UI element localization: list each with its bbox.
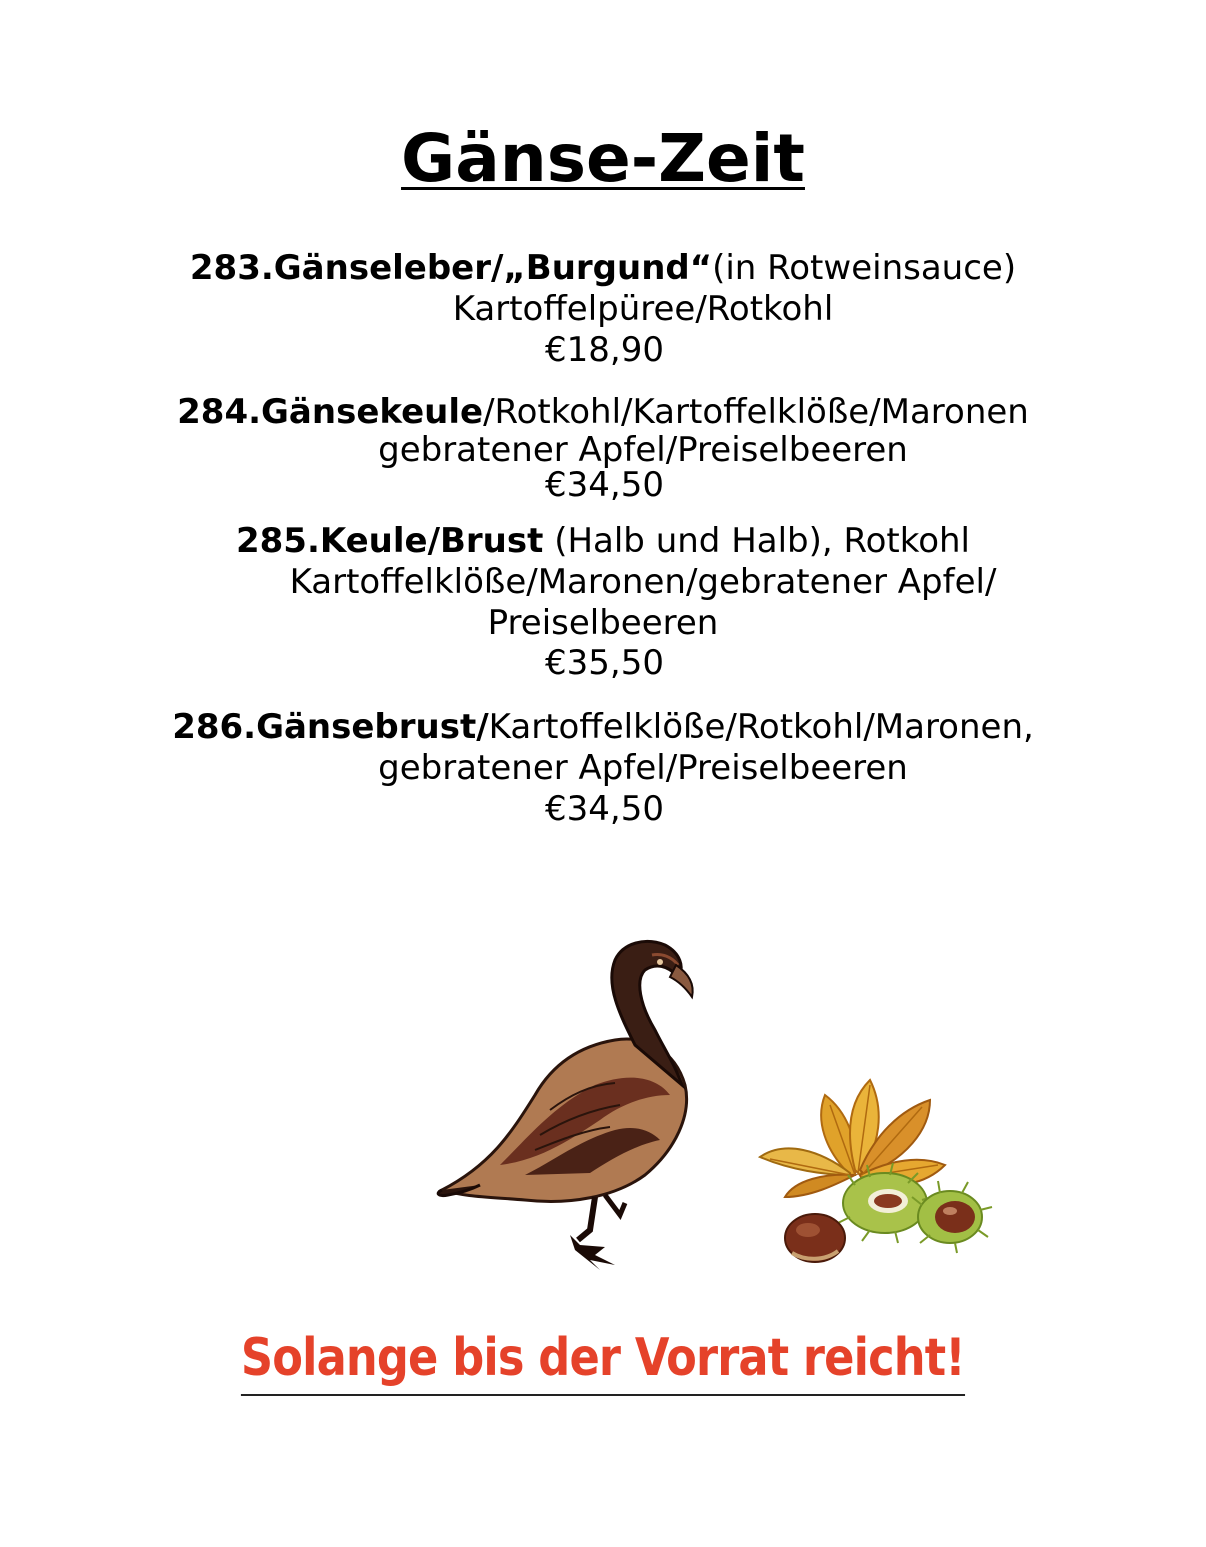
chestnut-leaf-illustration (760, 1080, 992, 1262)
footer-notice-text: Solange bis der Vorrat reicht! (241, 1322, 965, 1396)
menu-item-283-desc1: (in Rotweinsauce) (712, 248, 1017, 288)
illustrations-svg (430, 935, 1010, 1280)
footer-notice (0, 1322, 1206, 1396)
menu-item-285-desc2: Kartoffelklöße/Maronen/gebratener Apfel/ (289, 562, 997, 602)
goose-illustration (438, 941, 693, 1270)
illustrations (430, 935, 1010, 1280)
page-title (0, 118, 1206, 200)
menu-item-286-name: 286.Gänsebrust/ (172, 707, 489, 747)
menu-item-285-desc3: Preiselbeeren (487, 603, 719, 643)
menu-item-283-name: 283.Gänseleber/„Burgund“ (189, 248, 713, 288)
menu-item-283-line1 (0, 248, 1206, 288)
menu-item-284-line1 (0, 392, 1206, 432)
menu-item-283-price: €18,90 (545, 330, 664, 370)
menu-item-286-desc1: Kartoffelklöße/Rotkohl/Maronen, (488, 707, 1034, 747)
menu-item-285-desc1: (Halb und Halb), Rotkohl (543, 521, 971, 561)
menu-item-286-desc2: gebratener Apfel/Preiselbeeren (378, 748, 908, 788)
menu-item-285-line1 (0, 521, 1206, 561)
menu-item-285-price: €35,50 (545, 643, 664, 683)
menu-item-286-price: €34,50 (545, 789, 664, 829)
page-title-text: Gänse-Zeit (401, 120, 805, 197)
menu-item-283-desc2: Kartoffelpüree/Rotkohl (452, 289, 834, 329)
menu-item-284-desc2: gebratener Apfel/Preiselbeeren (378, 430, 908, 470)
menu-item-285-name: 285.Keule/Brust (235, 521, 544, 561)
menu-item-284-price: €34,50 (545, 465, 664, 505)
menu-item-284-desc1: /Rotkohl/Kartoffelklöße/Maronen (483, 392, 1029, 432)
menu-item-284-name: 284.Gänsekeule (177, 392, 484, 432)
menu-item-286-line1 (0, 707, 1206, 747)
